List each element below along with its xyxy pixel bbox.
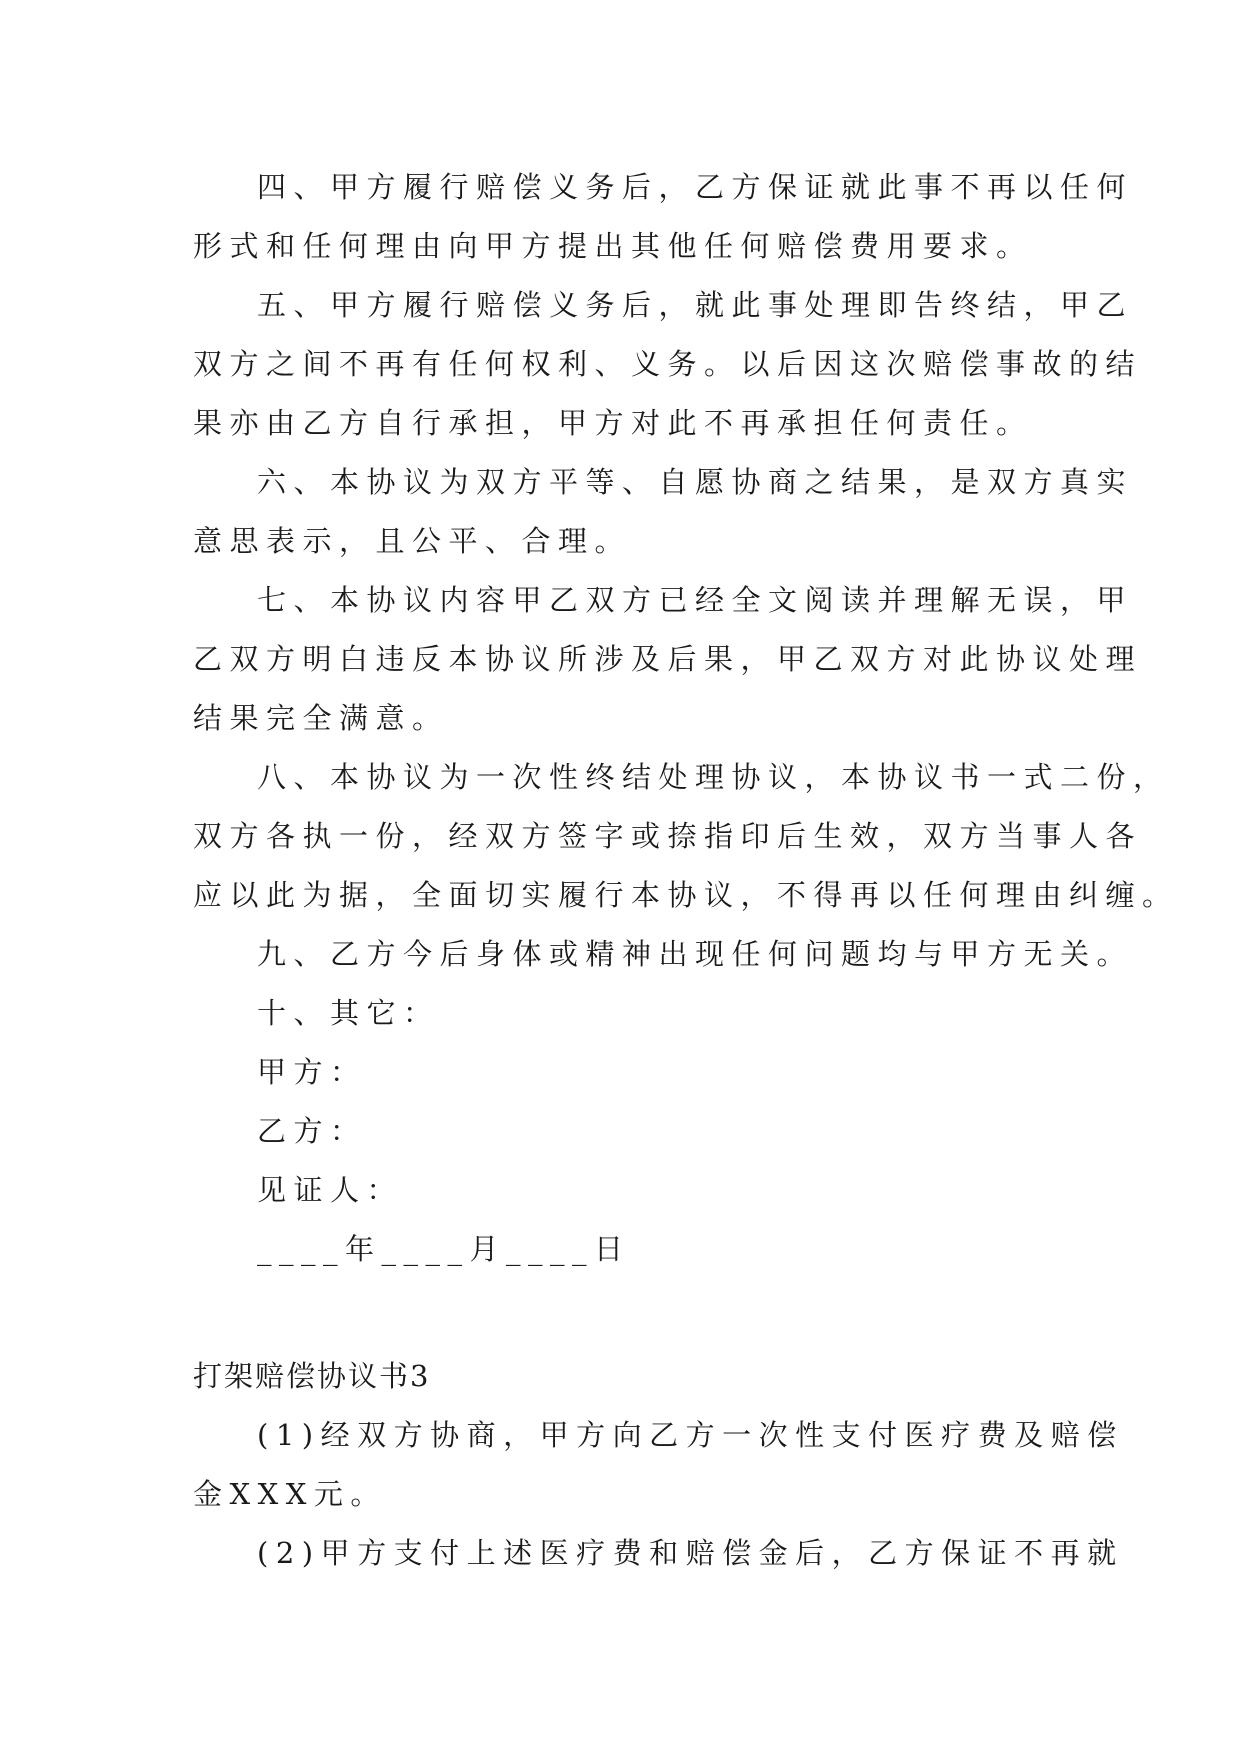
clause-4-line-2: 形式和任何理由向甲方提出其他任何赔偿费用要求。 bbox=[193, 229, 1033, 263]
section-gap bbox=[193, 1279, 1073, 1347]
clause-7-line-3: 结果完全满意。 bbox=[193, 701, 449, 735]
section-heading: 打架赔偿协议书3 bbox=[193, 1359, 431, 1393]
item-2-line-1: (2)甲方支付上述医疗费和赔偿金后，乙方保证不再就 bbox=[257, 1536, 1124, 1570]
item-1-line-1: (1)经双方协商，甲方向乙方一次性支付医疗费及赔偿 bbox=[257, 1418, 1124, 1452]
party-a-label: 甲方： bbox=[257, 1055, 367, 1089]
witness-label: 见证人： bbox=[257, 1173, 404, 1207]
clause-8-line-1: 八、本协议为一次性终结处理协议，本协议书一式二份， bbox=[257, 760, 1170, 794]
clause-8-line-3: 应以此为据，全面切实履行本协议，不得再以任何理由纠缠。 bbox=[193, 878, 1179, 912]
date-line: ____年____月____日 bbox=[257, 1232, 631, 1266]
document-body bbox=[193, 158, 1179, 1583]
clause-4-line-1: 四、甲方履行赔偿义务后，乙方保证就此事不再以任何 bbox=[257, 170, 1134, 204]
clause-7-line-1: 七、本协议内容甲乙双方已经全文阅读并理解无误，甲 bbox=[257, 583, 1134, 617]
clause-9: 九、乙方今后身体或精神出现任何问题均与甲方无关。 bbox=[257, 937, 1134, 971]
clause-10: 十、其它： bbox=[257, 996, 440, 1030]
clause-6-line-1: 六、本协议为双方平等、自愿协商之结果，是双方真实 bbox=[257, 465, 1134, 499]
clause-5-line-2: 双方之间不再有任何权利、义务。以后因这次赔偿事故的结 bbox=[193, 347, 1143, 381]
item-1-line-2: 金XXX元。 bbox=[193, 1477, 387, 1511]
clause-5-line-3: 果亦由乙方自行承担，甲方对此不再承担任何责任。 bbox=[193, 406, 1033, 440]
clause-8-line-2: 双方各执一份，经双方签字或捺指印后生效，双方当事人各 bbox=[193, 819, 1143, 853]
party-b-label: 乙方： bbox=[257, 1114, 367, 1148]
clause-7-line-2: 乙双方明白违反本协议所涉及后果，甲乙双方对此协议处理 bbox=[193, 642, 1143, 676]
clause-5-line-1: 五、甲方履行赔偿义务后，就此事处理即告终结，甲乙 bbox=[257, 288, 1134, 322]
clause-6-line-2: 意思表示，且公平、合理。 bbox=[193, 524, 632, 558]
